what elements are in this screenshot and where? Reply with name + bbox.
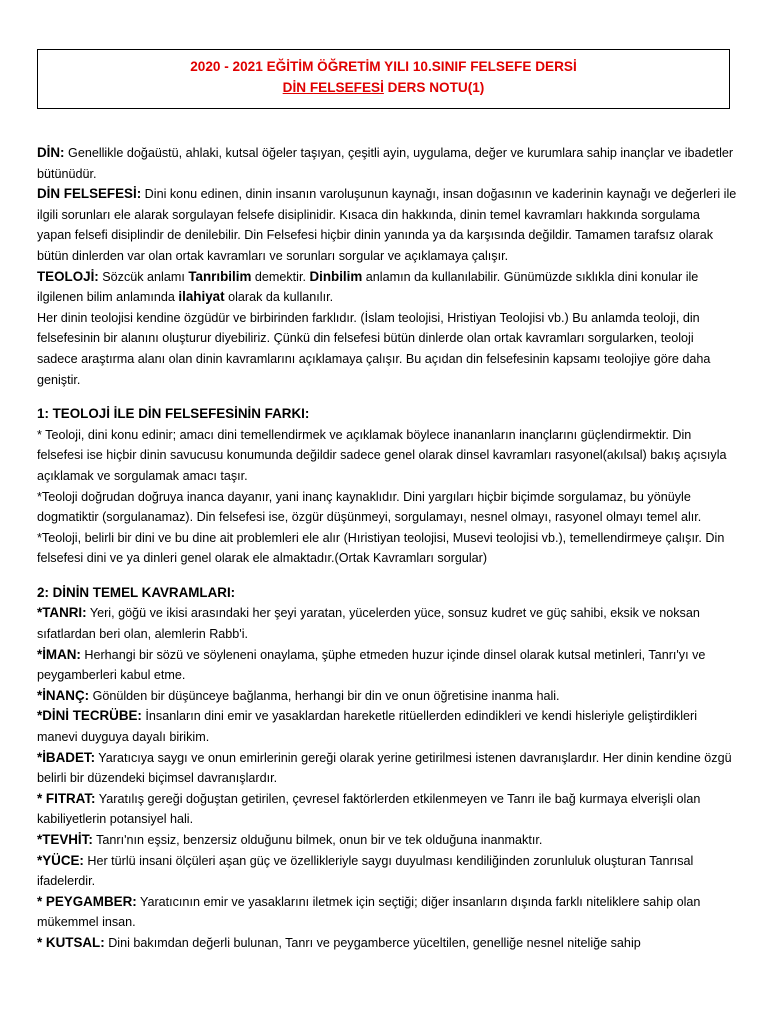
comparison-item: *Teoloji doğrudan doğruya inanca dayanır, yani inanç kaynaklıdır. Dini yargıları hiçbir biçimde sorgulamaz, bu yönüyle dogmatiktir (sorgulanamaz). Din felsefesi ise, özgür düşünmeyi, sorgulamayı, nesnel olmayı, rasyonel olmayı temel alır. xyxy=(37,489,702,525)
concept-definition: İnsanların dini emir ve yasaklardan hareketle ritüellerden edindikleri ve kendi hisleriyle geliştirdikleri manevi duyguya dayalı birikim. xyxy=(37,709,697,745)
concept-definition: Yaratılış gereği doğuştan getirilen, çevresel faktörlerden etkilenmeyen ve Tanrı ile bağ kurmaya elverişli olan kabiliyetlerin potansiyel hali. xyxy=(37,791,701,827)
definition-din-felsefesi xyxy=(37,184,737,266)
concept-item xyxy=(37,748,737,789)
spacer xyxy=(37,390,737,404)
title-line-1: 2020 - 2021 EĞİTİM ÖĞRETİM YILI 10.SINIF FELSEFE DERSİ xyxy=(190,59,577,74)
concept-item xyxy=(37,933,737,954)
concept-definition: Dini bakımdan değerli bulunan, Tanrı ve peygamberce yüceltilen, genelliğe nesnel niteliğe sahip xyxy=(104,935,641,950)
concept-definition: Gönülden bir düşünceye bağlanma, herhangi bir din ve onun öğretisine inanma hali. xyxy=(89,688,560,703)
concept-term: *YÜCE: xyxy=(37,852,84,868)
definition-text: anlamın da kullanılabilir. Günümüzde sıklıkla dini konular ile ilgilenen bilim anlamında xyxy=(37,269,699,305)
concept-item xyxy=(37,686,737,707)
concept-term: *TANRI: xyxy=(37,605,87,621)
concept-item xyxy=(37,706,737,747)
bold-keyword: ilahiyat xyxy=(178,289,225,305)
concept-definition: Yeri, göğü ve ikisi arasındaki her şeyi yaratan, yücelerden yüce, sonsuz kudret ve güç sahibi, eksik ve noksan sıfatlardan beri olan, alemlerin Rabb'i. xyxy=(37,606,700,642)
section-heading: 1: TEOLOJİ İLE DİN FELSEFESİNİN FARKI: xyxy=(37,406,310,422)
concept-list xyxy=(37,603,737,953)
title-underlined-text: DİN FELSEFESİ xyxy=(282,80,384,95)
concept-term: *DİNİ TECRÜBE: xyxy=(37,708,142,724)
concept-definition: Yaratıcıya saygı ve onun emirlerinin gereği olarak yerine getirilmesi istenen davranışlardır. Her dinin kendine özgü belirli bir düzendeki biçimsel davranışlardır. xyxy=(37,750,732,786)
concept-definition: Herhangi bir sözü ve söyleneni onaylama, şüphe etmeden huzur içinde dinsel olarak kutsal metinleri, Tanrı'yı ve peygamberleri kabul etme. xyxy=(37,647,706,683)
title-line-2 xyxy=(38,77,729,98)
concept-item xyxy=(37,851,737,892)
title-box xyxy=(37,49,730,109)
concept-item xyxy=(37,892,737,933)
definition-text: Genellikle doğaüstü, ahlaki, kutsal öğeler taşıyan, çeşitli ayin, uygulama, değer ve kurumlara sahip inançlar ve ibadetler bütünüdür. xyxy=(37,146,734,181)
concept-definition: Yaratıcının emir ve yasaklarını iletmek için seçtiği; diğer insanların dışında farklı niteliklere sahip olan mükemmel insan. xyxy=(37,894,701,930)
definition-text: olarak da kullanılır. xyxy=(224,290,334,305)
spacer xyxy=(37,569,737,583)
title-rest-text: DERS NOTU(1) xyxy=(383,80,485,95)
concept-item xyxy=(37,645,737,686)
concept-term: *İBADET: xyxy=(37,749,96,765)
definition-text: Dini konu edinen, dinin insanın varoluşunun kaynağı, insan doğasının ve kaderinin kaynağı ve değerleri ile ilgili sorunları ele alarak sorgulayan felsefe disiplinidir. Kısaca din hakkında, dinin temel kavramları hakkında sorgulama yapan felsefi disiplindir de denilebilir. Din Felsefesi hiçbir dinin yanında ya da karşısında değildir. Tamamen tarafsız olarak bütün dinlerden var olan ortak kavramları ve sorunları sorgular ve açıklamaya çalışır. xyxy=(37,187,737,263)
concept-term: * FITRAT: xyxy=(37,790,96,806)
bold-keyword: Tanrıbilim xyxy=(188,268,252,284)
concept-term: *İNANÇ: xyxy=(37,687,90,703)
definition-term: TEOLOJİ: xyxy=(37,268,99,284)
concept-term: *TEVHİT: xyxy=(37,832,93,847)
section-heading: 2: DİNİN TEMEL KAVRAMLARI: xyxy=(37,584,236,600)
concept-definition: Her türlü insani ölçüleri aşan güç ve özellikleriyle saygı duyulması kendiliğinden zorunluluk oluşturan Tanrısal ifadelerdir. xyxy=(37,853,694,889)
definition-din xyxy=(37,143,737,184)
definition-text: demektir. xyxy=(251,269,310,284)
concept-term: * KUTSAL: xyxy=(37,934,105,950)
concept-term: * PEYGAMBER: xyxy=(37,893,137,909)
comparison-item: * Teoloji, dini konu edinir; amacı dini temellendirmek ve açıklamak böylece inananların inançlarını güçlendirmektir. Din felsefesi ise hiçbir dinin savucusu konumunda değildir sadece genel olarak dinsel kavramları rasyonel(akılsal) bakış açısıyla açıklamak ve sorgulamak amacı taşır. xyxy=(37,427,727,483)
definition-term: DİN: xyxy=(37,145,65,160)
definition-teoloji xyxy=(37,267,737,308)
teoloji-paragraph: Her dinin teolojisi kendine özgüdür ve birbirinden farklıdır. (İslam teolojisi, Hristiyan Teolojisi vb.) Bu anlamda teoloji, din felsefesinin bir alanını oluşturur diyebiliriz. Çünkü din felsefesi bütün dinlerde olan ortak kavramları sorgularken, teoloji sadece araştırma alanı olan dinin kavramlarını açıklamaya çalışır. Bu açıdan din felsefesinin kapsamı teolojiye göre daha geniştir. xyxy=(37,310,711,387)
comparison-item: *Teoloji, belirli bir dini ve bu dine ait problemleri ele alır (Hıristiyan teolojisi, Musevi teolojisi vb.), temellendirmeye çalışır. Din felsefesi dini ve ya dinleri genel olarak ele almaktadır.(Ortak Kavramları sorgular) xyxy=(37,530,725,566)
concept-item xyxy=(37,789,737,830)
bold-keyword: Dinbilim xyxy=(309,268,363,284)
concept-definition: Tanrı'nın eşsiz, benzersiz olduğunu bilmek, onun bir ve tek olduğuna inanmaktır. xyxy=(92,833,543,847)
concept-item xyxy=(37,830,737,851)
concept-term: *İMAN: xyxy=(37,646,81,662)
document-body xyxy=(37,143,737,954)
definition-term: DİN FELSEFESİ: xyxy=(37,186,142,202)
concept-item xyxy=(37,603,737,644)
definition-text: Sözcük anlamı xyxy=(98,269,189,284)
